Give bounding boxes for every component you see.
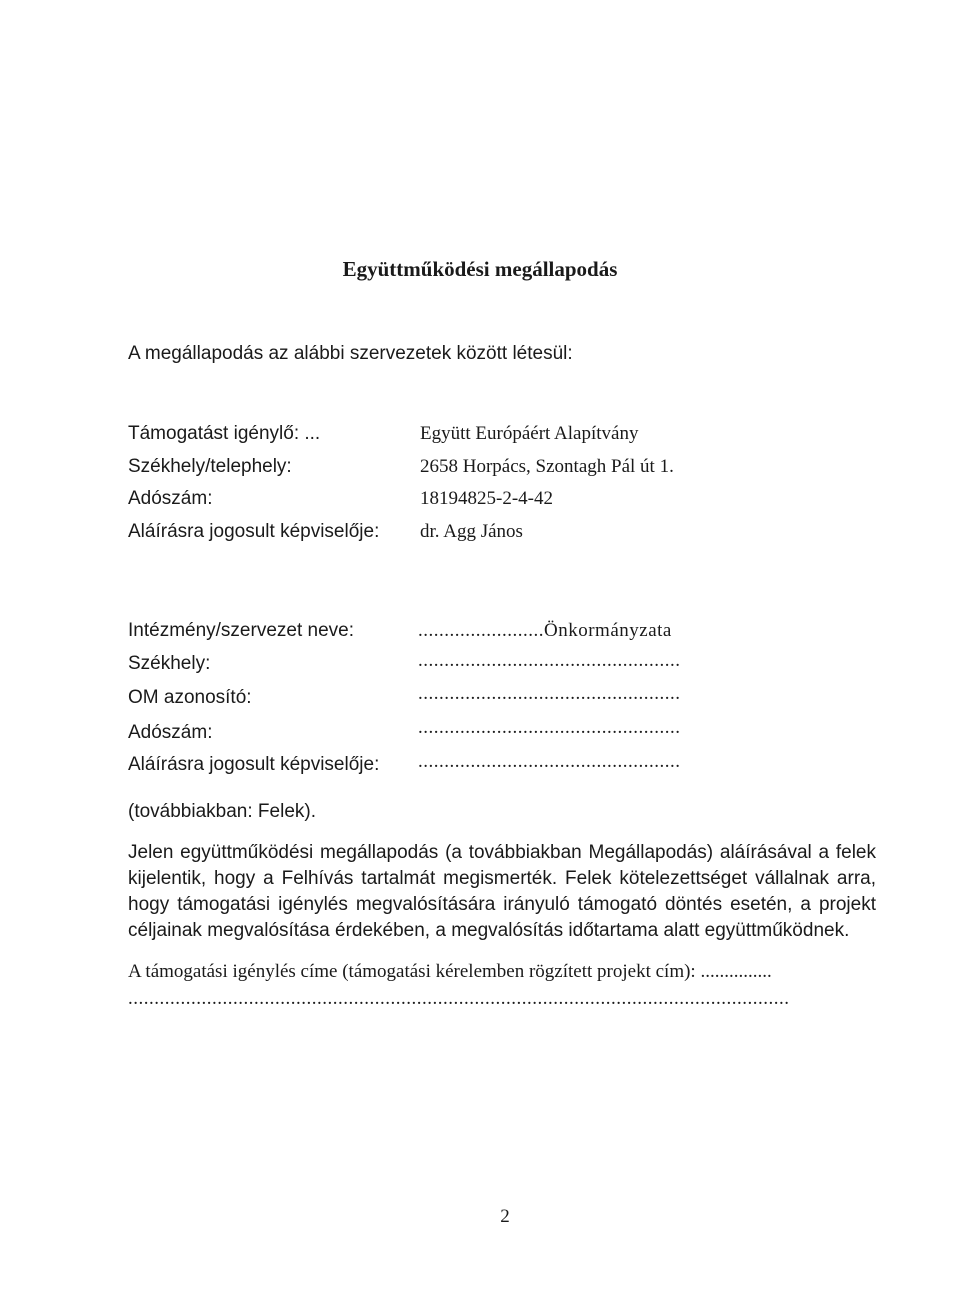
page-number: 2	[500, 1206, 510, 1227]
partner-label-1: Intézmény/szervezet neve:	[128, 620, 354, 641]
partner-value-2: ..................................................	[418, 650, 681, 671]
partner-label-3: OM azonosító:	[128, 687, 252, 708]
applicant-value-4: dr. Agg János	[420, 521, 523, 542]
partner-label-4: Adószám:	[128, 722, 213, 743]
parties-note: (továbbiakban: Felek).	[128, 801, 316, 822]
partner-label-5: Aláírásra jogosult képviselője:	[128, 754, 380, 775]
applicant-label-4: Aláírásra jogosult képviselője:	[128, 521, 380, 542]
intro-text: A megállapodás az alábbi szervezetek között létesül:	[128, 343, 573, 364]
applicant-value-2: 2658 Horpács, Szontagh Pál út 1.	[420, 456, 674, 477]
partner-value-3: ..................................................	[418, 683, 681, 704]
applicant-value-3: 18194825-2-4-42	[420, 488, 553, 509]
applicant-label-3: Adószám:	[128, 488, 213, 509]
applicant-label-2: Székhely/telephely:	[128, 456, 292, 477]
partner-value-1: ........................Önkormányzata	[418, 620, 672, 641]
paragraph-project-title: A támogatási igénylés címe (támogatási kérelemben rögzített projekt cím): ...............	[128, 961, 772, 982]
partner-label-2: Székhely:	[128, 653, 211, 674]
paragraph-agreement: Jelen együttműködési megállapodás (a továbbiakban Megállapodás) aláírásával a felek kijelentik, hogy a Felhívás tartalmát megismerték. Felek kötelezettséget vállalnak arra, hogy támogatási igénylés megvalósítására irányuló támogató döntés esetén, a projekt céljainak megvalósítása érdekében, a megvalósítás időtartama alatt együttműködnek.	[128, 842, 876, 941]
document-title: Együttműködési megállapodás	[342, 257, 618, 281]
applicant-value-1: Együtt Európáért Alapítvány	[420, 423, 639, 444]
partner-value-5: ..................................................	[418, 751, 681, 772]
applicant-label-1: Támogatást igénylő: ...	[128, 423, 321, 444]
partner-value-4: ..................................................	[418, 717, 681, 738]
blank-line: ..............................................................................................................................	[128, 988, 790, 1009]
